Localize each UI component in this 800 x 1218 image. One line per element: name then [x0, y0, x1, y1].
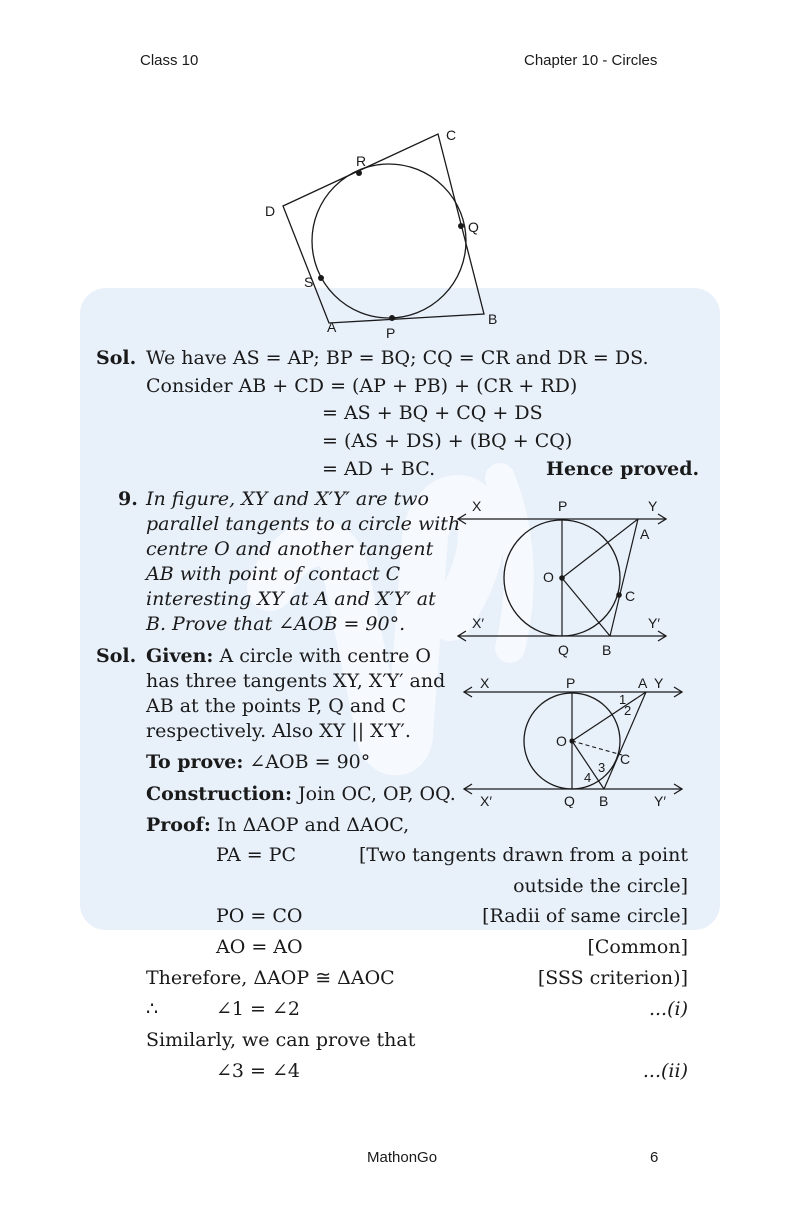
label-a: A [327, 319, 337, 335]
sol1-line-4: = (AS + DS) + (BQ + CQ) [322, 430, 573, 452]
proof-text: In ΔAOP and ΔAOC, [216, 814, 410, 836]
question-number: 9. [118, 488, 138, 510]
ao-eq-ao: AO = AO [216, 936, 303, 958]
q9-line-4: AB with point of contact C [146, 563, 401, 585]
f3-label-2: 2 [624, 703, 632, 718]
similarly-line: Similarly, we can prove that [146, 1029, 416, 1051]
header-chapter: Chapter 10 - Circles [524, 52, 658, 69]
f2-label-b: B [602, 642, 612, 658]
given-text-1: A circle with centre O [219, 645, 431, 667]
f2-label-c: C [625, 588, 636, 604]
reason-outside-circle: outside the circle] [513, 875, 688, 897]
po-eq-co: PO = CO [216, 905, 303, 927]
f2-label-a: A [640, 526, 650, 542]
construction-line [146, 784, 456, 804]
f3-label-p: P [566, 675, 576, 691]
congruence-statement: Therefore, ΔAOP ≅ ΔAOC [146, 967, 395, 989]
label-q: Q [468, 219, 479, 235]
f2-label-x: X [472, 498, 482, 514]
f2-label-y2: Y′ [648, 615, 660, 631]
construction-label: Construction: [146, 783, 292, 805]
hence-proved: Hence proved. [546, 458, 700, 480]
given-line-4: respectively. Also XY || X′Y′. [146, 720, 411, 742]
f2-label-q: Q [558, 642, 569, 658]
angle-1-eq-2: ∠1 = ∠2 [216, 998, 301, 1020]
given-line-2: has three tangents XY, X′Y′ and [146, 670, 446, 692]
construction-text: Join OC, OP, OQ. [298, 783, 456, 805]
f3-label-a: A [638, 675, 648, 691]
sol-label-2: Sol. [96, 645, 137, 667]
figure-quadrilateral-circle [255, 120, 575, 350]
incircle [312, 164, 466, 318]
f3-label-x: X [480, 675, 490, 691]
page-number: 6 [650, 1149, 659, 1166]
label-s: S [304, 274, 314, 290]
figure-tangents-angles [462, 673, 692, 808]
sol1-line-3: = AS + BQ + CQ + DS [322, 402, 543, 424]
f3-label-y: Y [654, 675, 664, 691]
proof-line [146, 815, 409, 835]
proof-label: Proof: [146, 814, 211, 836]
f3-label-1: 1 [619, 692, 627, 707]
to-prove-text: ∠AOB = 90° [249, 751, 371, 773]
f3-label-o: O [556, 733, 567, 749]
sol1-line-5: = AD + BC. [322, 458, 436, 480]
reason-two-tangents: [Two tangents drawn from a point [358, 844, 688, 866]
q9-line-3: centre O and another tangent [146, 538, 434, 560]
question-text [146, 488, 461, 639]
q9-line-2: parallel tangents to a circle with [146, 513, 461, 535]
given-label: Given: [146, 645, 214, 667]
given-line-3: AB at the points P, Q and C [146, 695, 407, 717]
f3-label-y2: Y′ [654, 793, 666, 808]
f3-label-x2: X′ [480, 793, 492, 808]
q9-line-6: B. Prove that ∠AOB = 90°. [146, 613, 406, 635]
given-line-1 [146, 646, 431, 666]
f3-label-4: 4 [584, 770, 592, 785]
reason-radii: [Radii of same circle] [482, 905, 688, 927]
f2-label-p: P [558, 498, 568, 514]
sol1-line-2: Consider AB + CD = (AP + PB) + (CR + RD) [146, 375, 578, 397]
to-prove-label: To prove: [146, 751, 244, 773]
reason-sss: [SSS criterion)] [537, 967, 688, 989]
reason-common: [Common] [587, 936, 688, 958]
pa-eq-pc: PA = PC [216, 844, 297, 866]
q9-line-5: interesting XY at A and X′Y′ at [146, 588, 436, 610]
header-class: Class 10 [140, 52, 199, 69]
angle-3-eq-4: ∠3 = ∠4 [216, 1060, 301, 1082]
footer-brand: MathonGo [367, 1149, 438, 1166]
f2-label-y: Y [648, 498, 658, 514]
to-prove-line [146, 752, 370, 772]
equation-tag-ii: ...(ii) [642, 1060, 688, 1082]
f3-label-q: Q [564, 793, 575, 808]
equation-tag-i: ...(i) [648, 998, 688, 1020]
label-r: R [356, 153, 367, 169]
therefore-symbol: ∴ [146, 998, 159, 1020]
label-d: D [265, 203, 276, 219]
label-c: C [446, 127, 457, 143]
label-b: B [488, 311, 498, 327]
f3-label-b: B [599, 793, 609, 808]
sol1-line-1: We have AS = AP; BP = BQ; CQ = CR and DR = DS. [146, 347, 649, 369]
q9-line-1: In figure, XY and X′Y′ are two [146, 488, 429, 510]
sol-label-1: Sol. [96, 347, 137, 369]
f2-label-o: O [543, 569, 554, 585]
f3-label-3: 3 [598, 760, 606, 775]
figure-parallel-tangents [450, 495, 680, 660]
f3-label-c: C [620, 751, 631, 767]
label-p: P [386, 325, 396, 341]
f2-label-x2: X′ [472, 615, 484, 631]
